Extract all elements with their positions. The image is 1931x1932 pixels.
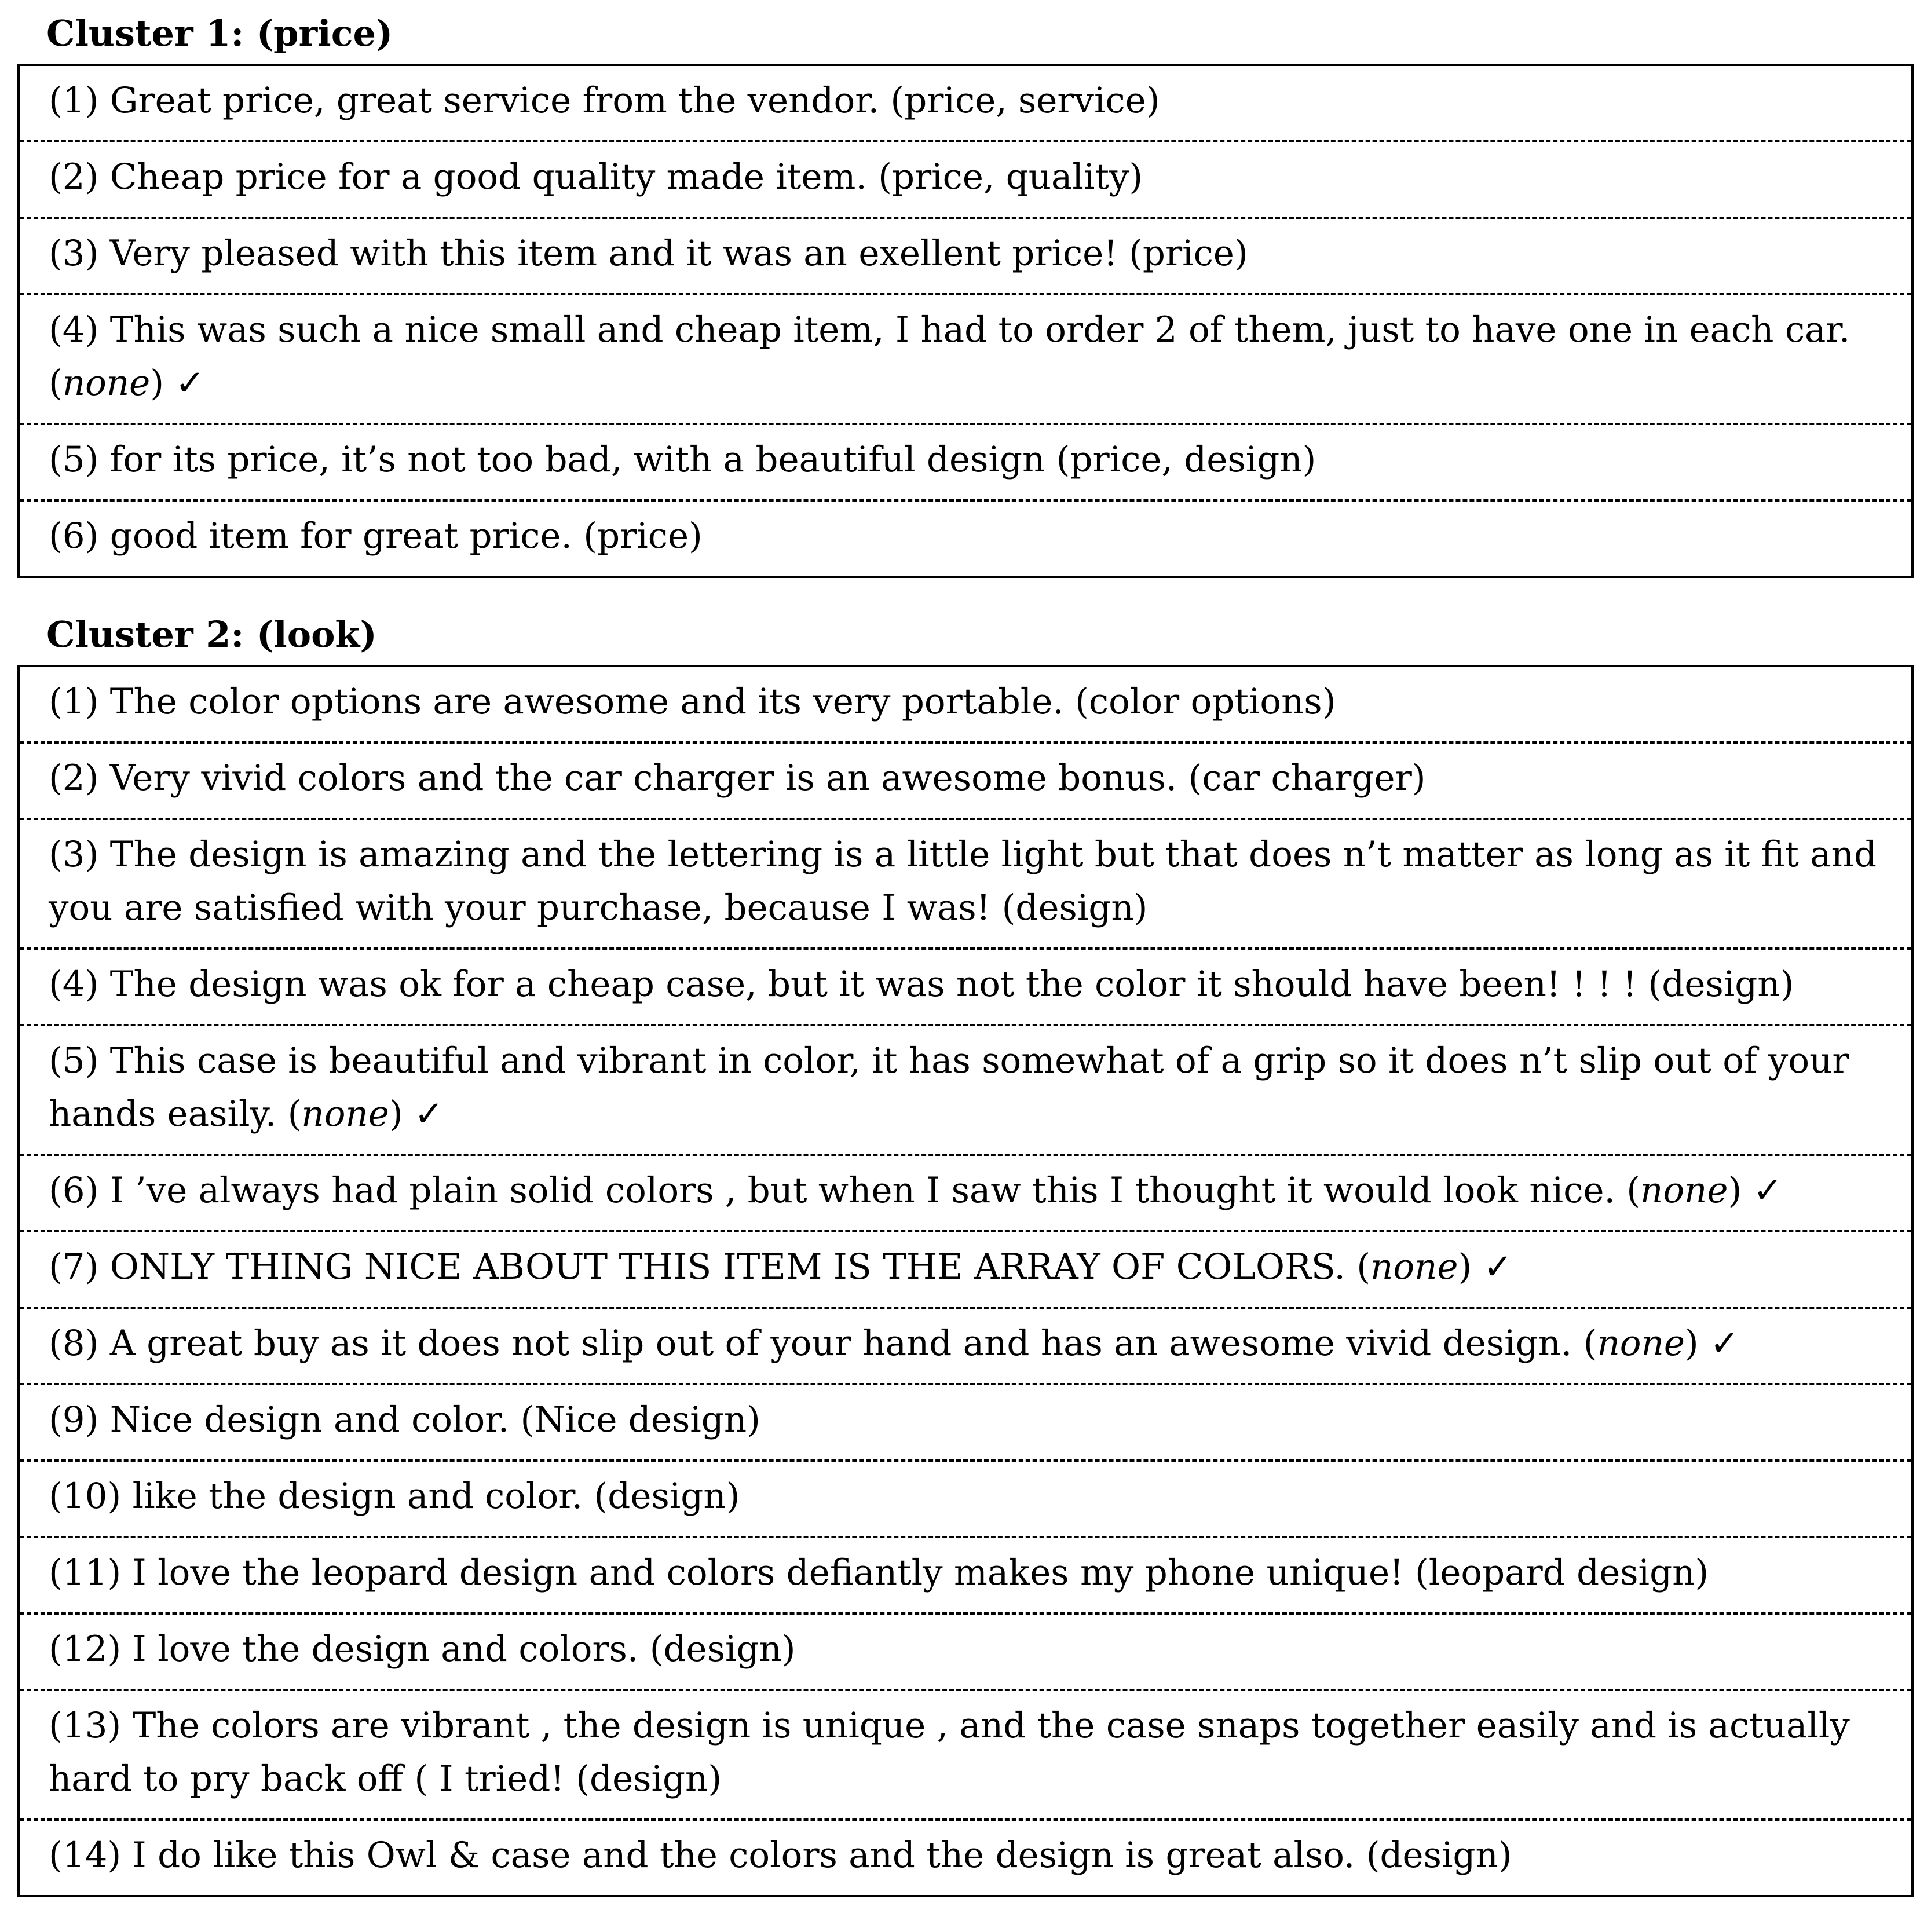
review-row: [20, 744, 1911, 820]
review-text: (3) Very pleased with this item and it was an exellent price! (price): [49, 233, 1248, 274]
review-row: [20, 1232, 1911, 1309]
review-text: (2) Cheap price for a good quality made item. (price, quality): [49, 156, 1143, 197]
review-row: [20, 1026, 1911, 1156]
review-row: [20, 950, 1911, 1026]
review-row: [20, 502, 1911, 576]
review-text: (7) ONLY THING NICE ABOUT THIS ITEM IS THE ARRAY OF COLORS. (: [49, 1246, 1371, 1287]
review-text: (6) I ’ve always had plain solid colors , but when I saw this I thought it would look nice. (: [49, 1170, 1641, 1211]
review-text: (11) I love the leopard design and colors defiantly makes my phone unique! (leopard design): [49, 1552, 1709, 1593]
none-label: none: [1597, 1323, 1685, 1364]
review-text: (14) I do like this Owl & case and the colors and the design is great also. (design): [49, 1835, 1512, 1876]
cluster-2: [17, 613, 1914, 1897]
review-row: [20, 1385, 1911, 1462]
review-row: [20, 1309, 1911, 1385]
cluster-title: Cluster 1: (price): [46, 12, 393, 54]
review-text: (4) This was such a nice small and cheap item, I had to order 2 of them, just to have one in each car. (: [49, 309, 1850, 404]
review-text: (12) I love the design and colors. (design): [49, 1629, 796, 1670]
review-text: (3) The design is amazing and the lettering is a little light but that does n’t matter as long as it fit and you are satisfied with your purchase, because I was! (design): [49, 834, 1877, 928]
cluster-box: [17, 64, 1914, 578]
review-row: [20, 1615, 1911, 1691]
review-text: (1) Great price, great service from the vendor. (price, service): [49, 80, 1160, 121]
document-page: [17, 12, 1914, 1932]
review-text: (1) The color options are awesome and its very portable. (color options): [49, 681, 1336, 722]
review-row: [20, 1156, 1911, 1232]
review-text: (2) Very vivid colors and the car charger is an awesome bonus. (car charger): [49, 758, 1426, 799]
review-text: (4) The design was ok for a cheap case, but it was not the color it should have been! ! ! ! (design): [49, 964, 1794, 1005]
none-label: none: [1640, 1170, 1728, 1211]
none-label: none: [1370, 1246, 1458, 1287]
review-row: [20, 1538, 1911, 1615]
review-row: [20, 142, 1911, 219]
review-row: [20, 1691, 1911, 1821]
none-label: none: [62, 363, 151, 404]
review-text: (6) good item for great price. (price): [49, 515, 703, 557]
review-text: (9) Nice design and color. (Nice design): [49, 1399, 760, 1440]
check-mark: ) ✓: [389, 1093, 444, 1135]
review-row: [20, 820, 1911, 950]
review-text: (5) This case is beautiful and vibrant in color, it has somewhat of a grip so it does n’t slip out of your hands easily. (: [49, 1040, 1849, 1135]
cluster-title: Cluster 2: (look): [46, 613, 377, 656]
review-text: (10) like the design and color. (design): [49, 1476, 740, 1517]
check-mark: ) ✓: [1728, 1170, 1783, 1211]
review-text: (13) The colors are vibrant , the design is unique , and the case snaps together easily and is actually hard to pry back off ( I tried! (design): [49, 1705, 1850, 1799]
check-mark: ) ✓: [1684, 1323, 1740, 1364]
review-text: (5) for its price, it’s not too bad, with a beautiful design (price, design): [49, 439, 1316, 480]
review-row: [20, 1462, 1911, 1538]
none-label: none: [301, 1093, 389, 1135]
review-text: (8) A great buy as it does not slip out of your hand and has an awesome vivid design. (: [49, 1323, 1597, 1364]
review-row: [20, 667, 1911, 744]
review-row: [20, 66, 1911, 142]
cluster-1: [17, 12, 1914, 578]
review-row: [20, 219, 1911, 295]
cluster-box: [17, 665, 1914, 1897]
check-mark: ) ✓: [1458, 1246, 1513, 1287]
review-row: [20, 425, 1911, 502]
check-mark: ) ✓: [150, 363, 205, 404]
review-row: [20, 1821, 1911, 1895]
review-row: [20, 295, 1911, 425]
